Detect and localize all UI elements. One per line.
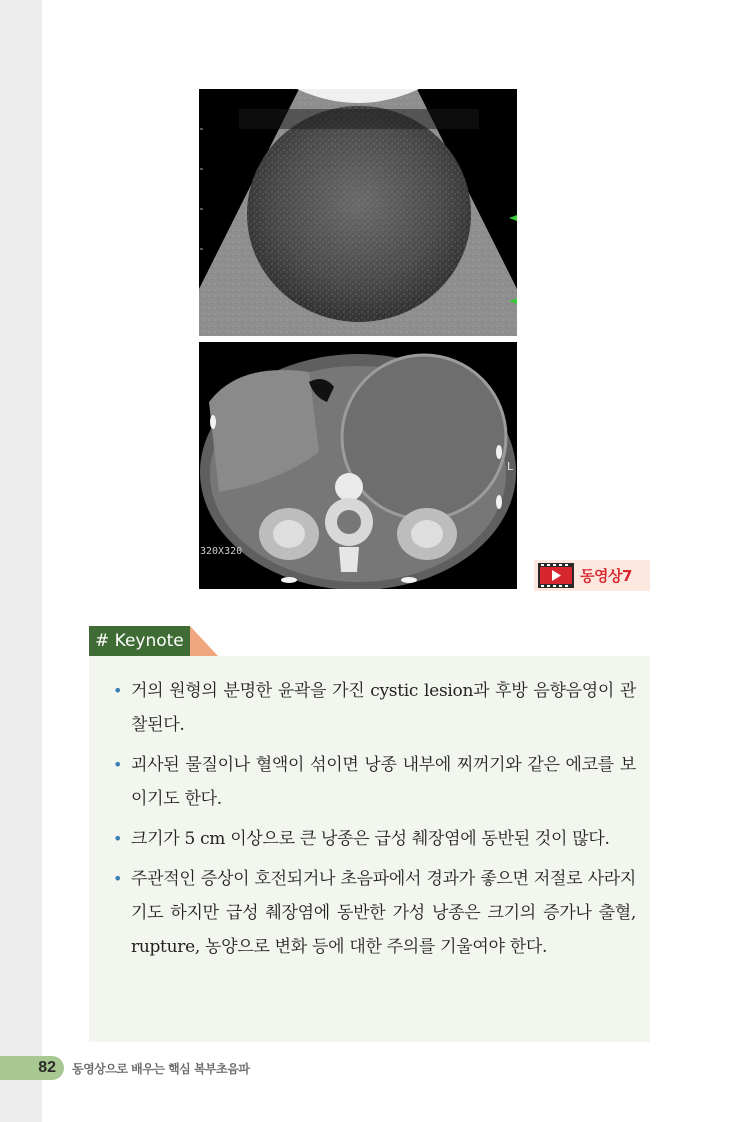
ct-overlay-text: 320X320 bbox=[200, 546, 243, 557]
keynote-header bbox=[89, 626, 218, 656]
keynote-box bbox=[89, 656, 650, 1042]
ct-scan-image bbox=[199, 342, 517, 589]
ct-orientation-label: L bbox=[507, 460, 514, 473]
bullet-icon: • bbox=[113, 869, 123, 888]
list-item: • 괴사된 물질이나 혈액이 섞이면 낭종 내부에 찌꺼기와 같은 에코를 보이기도 한다. bbox=[111, 748, 636, 816]
page-margin bbox=[0, 0, 42, 1122]
list-item: • 주관적인 증상이 호전되거나 초음파에서 경과가 좋으면 저절로 사라지기도 하지만 급성 췌장염에 동반한 가성 낭종은 크기의 증가나 출혈, rupture, 농양으로 변화 등에 대한 주의를 기울여야 한다. bbox=[111, 862, 636, 964]
page-number-pill bbox=[0, 1056, 64, 1080]
list-item: • 거의 원형의 분명한 윤곽을 가진 cystic lesion과 후방 음향음영이 관찰된다. bbox=[111, 674, 636, 742]
ultrasound-image bbox=[199, 89, 517, 336]
video-badge[interactable] bbox=[534, 560, 650, 591]
bullet-icon: • bbox=[113, 681, 123, 700]
bullet-icon: • bbox=[113, 829, 123, 848]
video-label: 동영상7 bbox=[580, 567, 632, 585]
bullet-icon: • bbox=[113, 755, 123, 774]
page-number: 82 bbox=[38, 1059, 56, 1076]
page-footer bbox=[0, 1055, 249, 1081]
list-item: • 크기가 5 cm 이상으로 큰 낭종은 급성 췌장염에 동반된 것이 많다. bbox=[111, 822, 636, 856]
book-title: 동영상으로 배우는 핵심 복부초음파 bbox=[72, 1061, 250, 1076]
tab-corner-decoration bbox=[190, 626, 218, 656]
play-icon bbox=[538, 563, 574, 588]
keynote-title: # Keynote bbox=[89, 626, 190, 656]
keynote-list bbox=[111, 674, 636, 970]
